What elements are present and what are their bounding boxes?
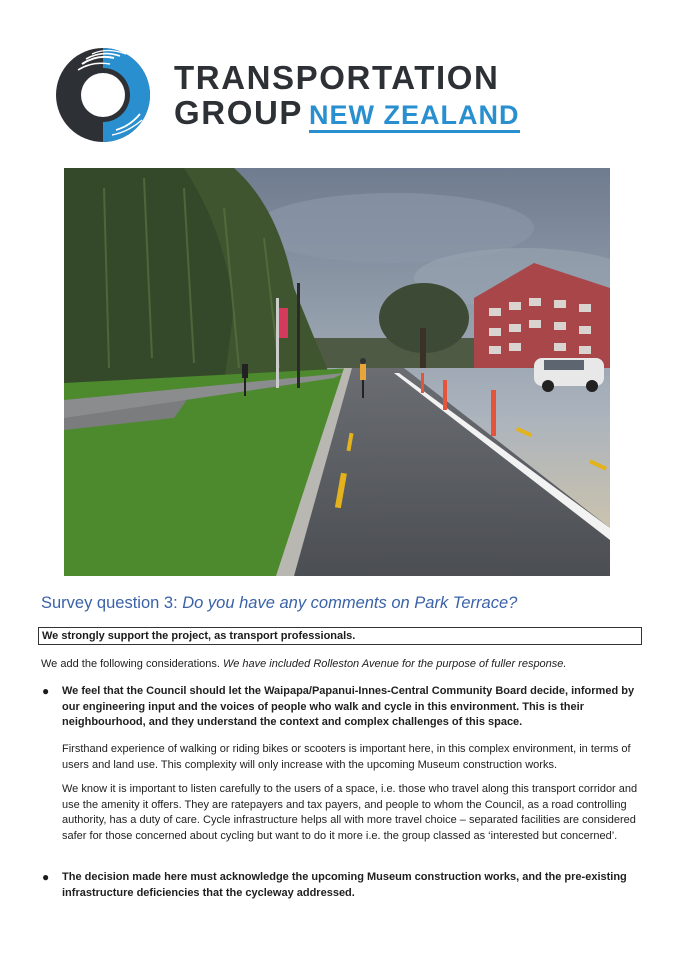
survey-question-title — [41, 594, 517, 613]
brand-name-line1: TRANSPORTATION — [174, 59, 500, 96]
intro-italic-text: We have included Rolleston Avenue for the purpose of fuller response. — [223, 658, 567, 670]
brand-new-zealand: NEW ZEALAND — [309, 100, 519, 133]
company-logo — [52, 44, 154, 146]
intro-paragraph — [41, 657, 641, 673]
park-terrace-cycleway-photo-icon — [64, 168, 610, 576]
paragraph-listen-to-users: We know it is important to listen carefully to the users of a space, i.e. those who travel along this transport corridor and use the amenity it offers. They are ratepayers and tax payers, and people to whom the Council, as a road controlling authority, has a duty of care. Cycle infrastructure helps all with more travel choice – separated facilities are considered safer for those concerned about cycling but want to do it more i.e. the group classed as ‘interested but concerned’. — [62, 783, 638, 842]
circular-swirl-logo-icon — [52, 44, 154, 146]
survey-question-text: Do you have any comments on Park Terrace? — [182, 594, 518, 612]
survey-question-label: Survey question 3: — [41, 594, 183, 612]
bullet-marker: ● — [42, 684, 50, 698]
brand-group: GROUP — [174, 94, 304, 131]
bullet-paragraph-community-board: We feel that the Council should let the Waipapa/Papanui-Innes-Central Community Board decide, informed by our engineering input and the voices of people who walk and cycle in this environment. This is their neighbourhood, and they understand the context and complex challenges of this space. — [62, 685, 635, 728]
support-statement-box: We strongly support the project, as transport professionals. — [38, 627, 642, 645]
paragraph-firsthand-experience: Firsthand experience of walking or riding bikes or scooters is important here, in this complex environment, in terms of users and land use. This complexity will only increase with the upcoming Museum construction works. — [62, 743, 631, 771]
intro-text: We add the following considerations. — [41, 658, 224, 670]
park-terrace-photo — [64, 168, 610, 576]
brand-name-line2 — [174, 95, 520, 133]
bullet-marker: ● — [42, 870, 50, 884]
bullet-paragraph-museum-works: The decision made here must acknowledge the upcoming Museum construction works, and the pre-existing infrastructure deficiencies that the cycleway addressed. — [62, 871, 627, 899]
